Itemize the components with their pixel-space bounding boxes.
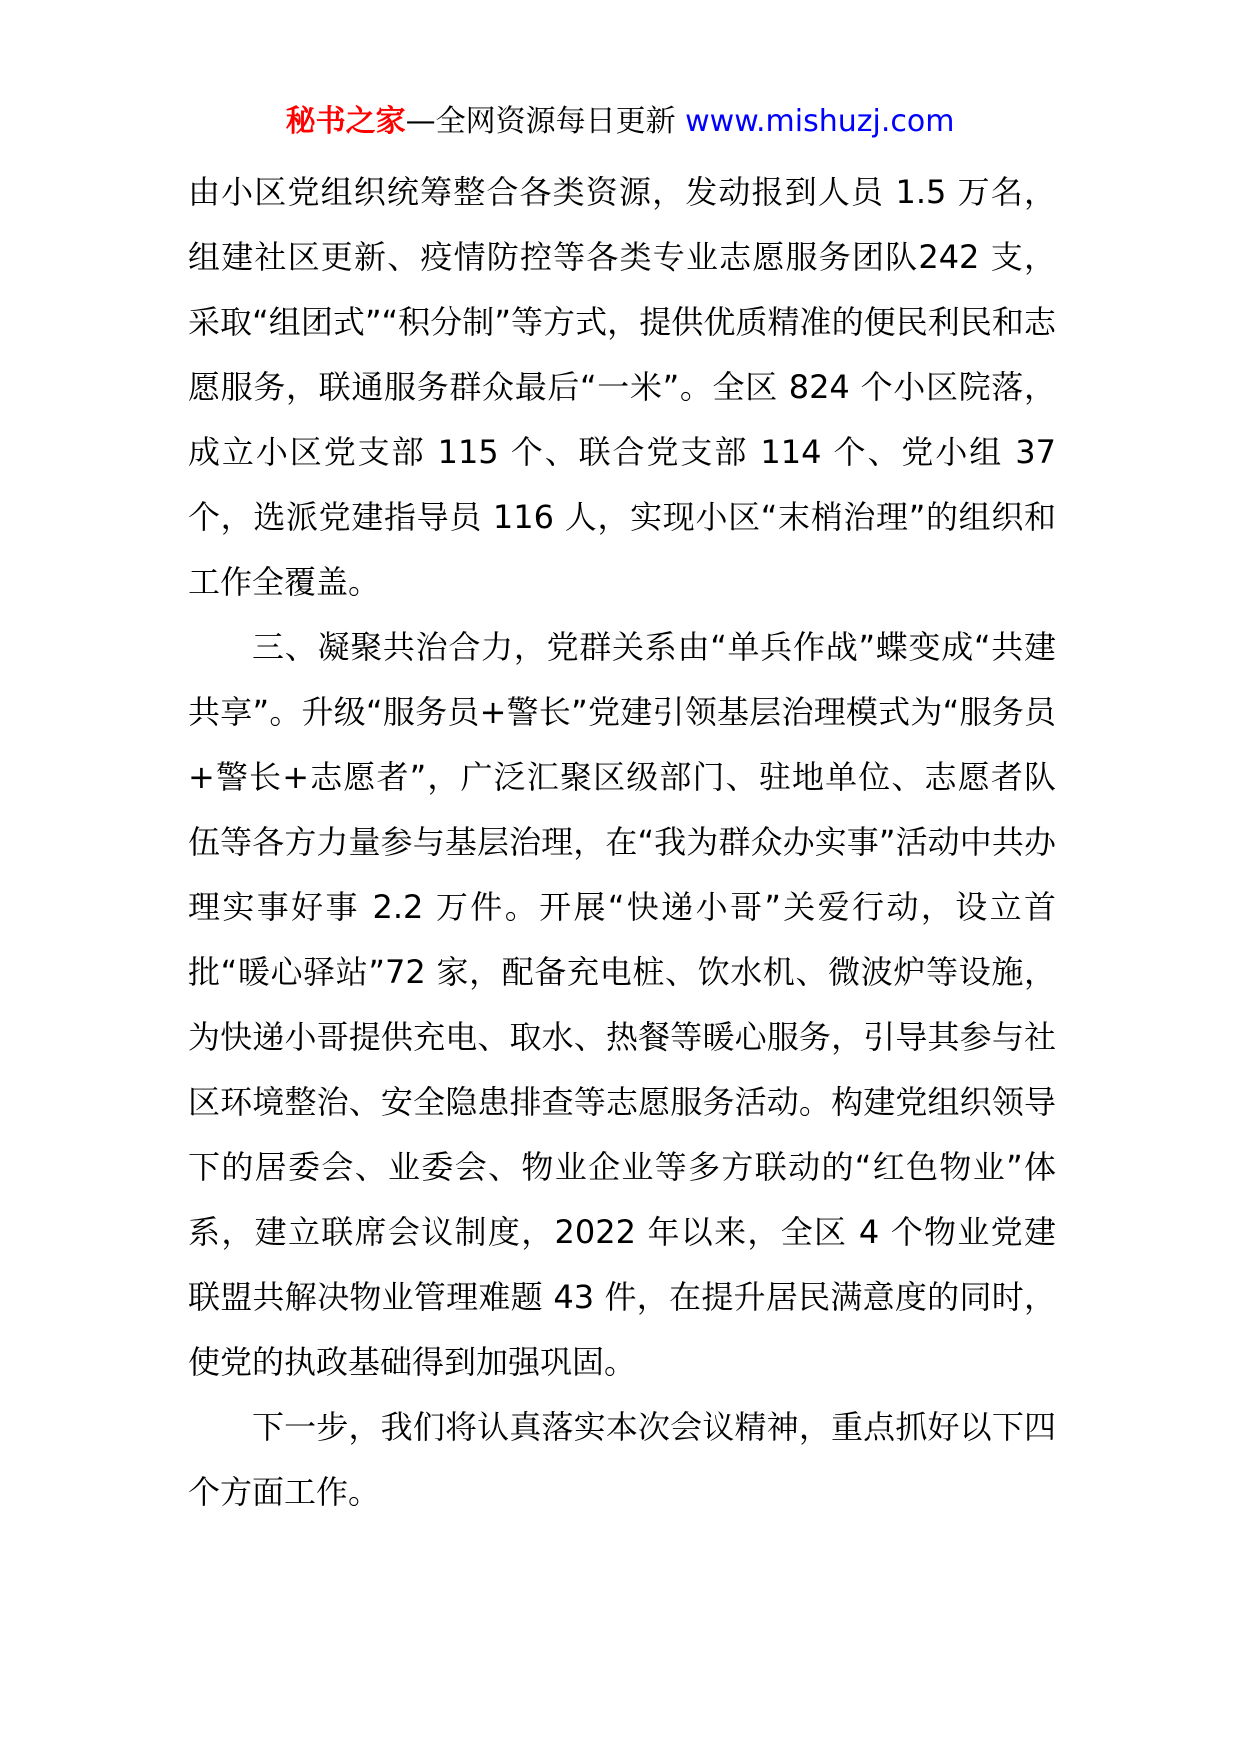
paragraph-section-three: 三、凝聚共治合力，党群关系由“单兵作战”蝶变成“共建共享”。升级“服务员+警长”党建引领基层治理模式为“服务员+警长+志愿者”，广泛汇聚区级部门、驻地单位、志愿者队伍等各方力量参与基层治理，在“我为群众办实事”活动中共办理实事好事 2.2 万件。开展“快递小哥”关爱行动，设立首批“暖心驿站”72 家，配备充电桩、饮水机、微波炉等设施，为快递小哥提供充电、取水、热餐等暖心服务，引导其参与社区环境整治、安全隐患排查等志愿服务活动。构建党组织领导下的居委会、业委会、物业企业等多方联动的“红色物业”体系，建立联席会议制度，2022 年以来，全区 4 个物业党建联盟共解决物业管理难题 43 件，在提升居民满意度的同时，使党的执政基础得到加强巩固。 bbox=[188, 628, 1056, 1381]
website-link[interactable]: www.mishuzj.com bbox=[685, 104, 955, 139]
brand-name: 秘书之家 bbox=[285, 104, 406, 139]
paragraph-continuation: 由小区党组织统筹整合各类资源，发动报到人员 1.5 万名，组建社区更新、疫情防控等各类专业志愿服务团队242 支，采取“组团式”“积分制”等方式，提供优质精准的便民利民和志愿服务，联通服务群众最后“一米”。全区 824 个小区院落，成立小区党支部 115 个、联合党支部 114 个、党小组 37 个，选派党建指导员 116 人，实现小区“末梢治理”的组织和工作全覆盖。 bbox=[188, 173, 1056, 601]
paragraph-next-steps: 下一步，我们将认真落实本次会议精神，重点抓好以下四个方面工作。 bbox=[188, 1408, 1056, 1511]
document-body bbox=[188, 160, 1056, 1525]
header-tagline: —全网资源每日更新 bbox=[405, 104, 676, 139]
page-header bbox=[0, 100, 1240, 144]
